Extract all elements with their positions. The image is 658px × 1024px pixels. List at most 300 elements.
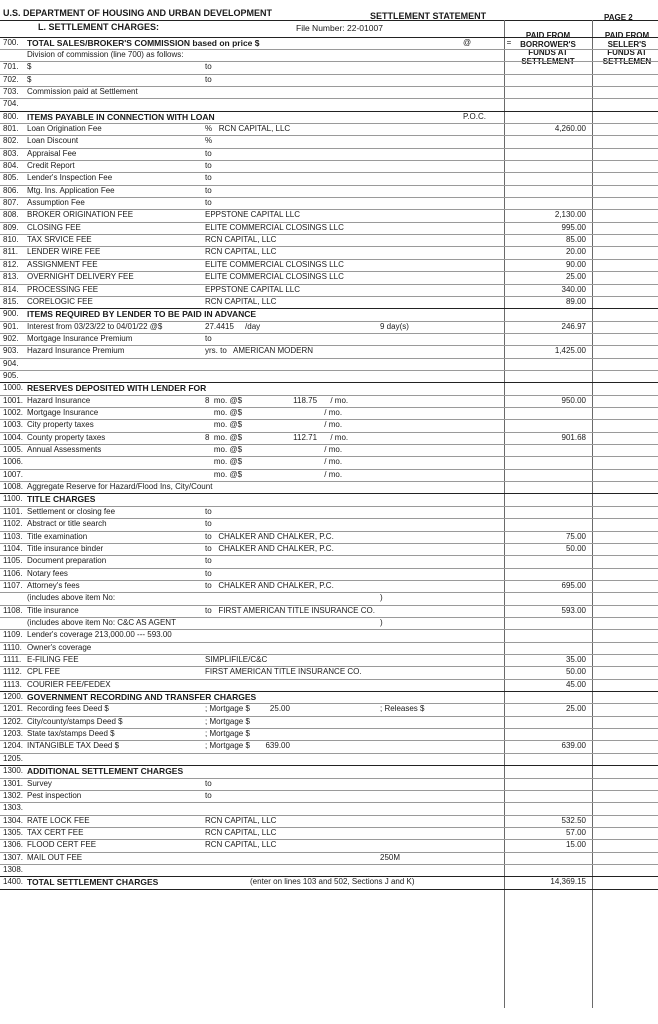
line-label: CORELOGIC FEE: [27, 296, 93, 306]
borrower-amount: 25.00: [565, 704, 586, 714]
table-row: [0, 666, 658, 678]
row-divider: [0, 815, 658, 816]
line-detail: to: [205, 148, 212, 158]
line-detail: RCN CAPITAL, LLC: [205, 815, 277, 825]
line-label: E-FILING FEE: [27, 655, 79, 664]
table-row: [0, 839, 658, 851]
borrower-amount: 90.00: [565, 259, 586, 269]
line-number: 1303.: [3, 803, 24, 813]
line-label: Title insurance binder: [27, 543, 104, 553]
table-row: [0, 172, 658, 184]
line-number: 814.: [3, 284, 19, 294]
line-number: 1300.: [3, 766, 24, 776]
table-row: [0, 469, 658, 481]
table-row: [0, 456, 658, 468]
table-row: [0, 222, 658, 234]
line-detail: to: [205, 62, 212, 72]
line-detail: 27.4415 /day: [205, 321, 261, 331]
line-number: 1001.: [3, 395, 24, 405]
row-divider: [0, 284, 658, 285]
line-detail: mo. @$ / mo.: [205, 408, 343, 417]
line-label: Document preparation: [27, 556, 107, 566]
line-detail: to: [205, 198, 212, 208]
line-detail: RCN CAPITAL, LLC: [205, 247, 277, 257]
borrower-amount: 20.00: [565, 247, 586, 257]
line-detail-right: 250M: [380, 852, 401, 862]
line-number: 1101.: [3, 506, 23, 516]
table-row: [0, 37, 658, 49]
line-number: 1112.: [3, 667, 22, 677]
row-divider: [0, 716, 658, 717]
borrower-amount: 2,130.00: [554, 210, 586, 220]
row-divider: [0, 852, 658, 853]
line-number: 805.: [3, 173, 19, 183]
table-row: [0, 580, 658, 592]
borrower-header-line: PAID FROM: [525, 31, 571, 40]
line-detail: FIRST AMERICAN TITLE INSURANCE CO.: [205, 667, 362, 677]
row-divider: [0, 456, 658, 457]
table-row: [0, 61, 658, 73]
table-row: [0, 753, 658, 765]
table-row: [0, 852, 658, 864]
borrower-amount: 50.00: [565, 543, 586, 553]
borrower-amount: 75.00: [565, 531, 586, 541]
row-divider: [0, 839, 658, 840]
borrower-amount: 57.00: [565, 827, 586, 837]
table-row: [0, 135, 658, 147]
table-row: [0, 49, 658, 61]
line-detail: to: [205, 790, 212, 800]
line-detail: ELITE COMMERCIAL CLOSINGS LLC: [205, 272, 344, 282]
line-number: 1305.: [3, 827, 24, 837]
line-number: 903.: [3, 346, 19, 356]
line-detail: ELITE COMMERCIAL CLOSINGS LLC: [205, 222, 344, 232]
line-label: Notary fees: [27, 568, 68, 578]
row-divider: [0, 654, 658, 655]
seller-header-line: PAID FROM: [604, 31, 650, 40]
table-row: [0, 246, 658, 258]
row-divider: [0, 790, 658, 791]
line-number: 811.: [3, 247, 18, 257]
line-detail: SIMPLIFILE/C&C: [205, 655, 268, 664]
table-row: [0, 284, 658, 296]
line-number: 1201.: [3, 704, 24, 714]
line-number: 1302.: [3, 790, 24, 800]
line-number: 1000.: [3, 383, 24, 393]
row-divider: [0, 827, 658, 828]
line-number: 1100.: [3, 494, 23, 504]
row-divider: [0, 740, 658, 741]
line-number: 1110.: [3, 642, 22, 652]
borrower-amount: 1,425.00: [554, 346, 586, 356]
section-title: L. SETTLEMENT CHARGES:: [38, 22, 159, 32]
line-label: CPL FEE: [27, 667, 61, 677]
table-row: [0, 617, 658, 629]
line-detail: 8 mo. @$ 112.71 / mo.: [205, 432, 349, 442]
line-number: 807.: [3, 198, 19, 208]
borrower-amount: 89.00: [565, 296, 586, 306]
line-detail-right: P.O.C.: [463, 111, 486, 121]
row-divider: [0, 333, 658, 334]
table-row: [0, 358, 658, 370]
row-divider: [0, 135, 658, 136]
row-divider: [0, 148, 658, 149]
line-number: 1103.: [3, 531, 23, 541]
borrower-amount: 901.68: [561, 432, 586, 442]
line-detail-right: 9 day(s): [380, 321, 409, 331]
line-number: 813.: [3, 272, 19, 282]
table-row: [0, 74, 658, 86]
line-detail: to: [205, 333, 212, 343]
table-row: [0, 642, 658, 654]
department-title: U.S. DEPARTMENT OF HOUSING AND URBAN DEVELOPMENT: [3, 8, 273, 18]
line-number: 703.: [3, 86, 19, 96]
line-detail: mo. @$ / mo.: [205, 457, 343, 467]
line-detail: to: [205, 778, 212, 788]
line-number: 1308.: [3, 864, 24, 874]
table-row: [0, 321, 658, 333]
line-detail: EPPSTONE CAPITAL LLC: [205, 210, 300, 220]
line-number: 1005.: [3, 445, 24, 455]
row-divider: [0, 172, 658, 173]
table-row: [0, 123, 658, 135]
borrower-amount: 4,260.00: [554, 123, 586, 133]
line-number: 1400.: [3, 877, 24, 887]
line-label: Hazard Insurance Premium: [27, 346, 125, 356]
borrower-amount: 639.00: [561, 741, 586, 751]
row-divider: [0, 407, 658, 408]
line-number: 810.: [3, 235, 19, 245]
line-number: 1008.: [3, 482, 24, 492]
table-row: [0, 605, 658, 617]
line-detail: to CHALKER AND CHALKER, P.C.: [205, 580, 334, 590]
line-label: Recording fees Deed $: [27, 704, 109, 714]
row-divider: [0, 86, 658, 87]
line-label: Owner's coverage: [27, 642, 92, 652]
table-row: [0, 827, 658, 839]
line-number: 801.: [3, 123, 19, 133]
borrower-amount: 340.00: [561, 284, 586, 294]
row-divider: [0, 271, 658, 272]
table-row: [0, 876, 658, 888]
table-row: [0, 345, 658, 357]
row-divider: [0, 629, 658, 630]
line-detail: to CHALKER AND CHALKER, P.C.: [205, 543, 334, 553]
line-number: 1304.: [3, 815, 24, 825]
line-label: MAIL OUT FEE: [27, 852, 83, 862]
table-row: [0, 679, 658, 691]
row-divider: [0, 49, 658, 50]
line-number: 1002.: [3, 408, 24, 417]
line-number: 905.: [3, 370, 19, 380]
line-label: OVERNIGHT DELIVERY FEE: [27, 272, 134, 282]
line-detail: to: [205, 506, 212, 516]
line-number: 1004.: [3, 432, 24, 442]
table-row: [0, 506, 658, 518]
row-divider: [0, 259, 658, 260]
line-label: Annual Assessments: [27, 445, 102, 455]
line-number: 1003.: [3, 420, 24, 430]
row-divider: [0, 98, 658, 99]
line-number: 1107.: [3, 580, 23, 590]
line-detail: to FIRST AMERICAN TITLE INSURANCE CO.: [205, 605, 375, 615]
line-number: 808.: [3, 210, 19, 220]
line-detail: (enter on lines 103 and 502, Sections J and K): [250, 877, 415, 887]
line-number: 1104.: [3, 543, 23, 553]
borrower-amount: 246.97: [561, 321, 586, 331]
line-number: 1200.: [3, 692, 24, 702]
line-number: 704.: [3, 99, 19, 109]
line-detail: RCN CAPITAL, LLC: [205, 827, 277, 837]
line-number: 1108.: [3, 605, 23, 615]
line-label: PROCESSING FEE: [27, 284, 99, 294]
row-divider: [0, 222, 658, 223]
line-detail: mo. @$ / mo.: [205, 445, 343, 455]
row-divider: [0, 802, 658, 803]
table-row: [0, 531, 658, 543]
borrower-amount: 532.50: [561, 815, 586, 825]
line-number: 809.: [3, 222, 19, 232]
line-label: RESERVES DEPOSITED WITH LENDER FOR: [27, 383, 207, 394]
row-divider: [0, 518, 658, 519]
line-label: TOTAL SALES/BROKER'S COMMISSION based on price $: [27, 37, 260, 48]
table-row: [0, 185, 658, 197]
line-detail-right: @ =: [463, 37, 512, 47]
table-row: [0, 259, 658, 271]
line-number: 802.: [3, 136, 19, 146]
borrower-amount: 25.00: [565, 272, 586, 282]
line-label: Commission paid at Settlement: [27, 86, 138, 96]
line-detail: % RCN CAPITAL, LLC: [205, 123, 291, 133]
line-detail: ; Mortgage $ 639.00: [205, 741, 290, 751]
row-divider: [0, 123, 658, 124]
row-divider: [0, 765, 658, 766]
table-row: [0, 592, 658, 604]
line-label: TAX CERT FEE: [27, 827, 84, 837]
table-row: [0, 815, 658, 827]
borrower-amount: 695.00: [561, 580, 586, 590]
line-number: 800.: [3, 111, 19, 121]
row-divider: [0, 345, 658, 346]
row-divider: [0, 197, 658, 198]
row-divider: [0, 778, 658, 779]
row-divider: [0, 481, 658, 482]
line-detail-right: ; Releases $: [380, 704, 425, 714]
line-number: 803.: [3, 148, 19, 158]
row-divider: [0, 61, 658, 62]
row-divider: [0, 543, 658, 544]
row-divider: [0, 666, 658, 667]
line-number: 1007.: [3, 469, 24, 479]
line-label: GOVERNMENT RECORDING AND TRANSFER CHARGES: [27, 692, 257, 703]
table-row: [0, 308, 658, 320]
table-row: [0, 716, 658, 728]
line-label: LENDER WIRE FEE: [27, 247, 101, 257]
table-row: [0, 703, 658, 715]
line-number: 701.: [3, 62, 19, 72]
header-rule: [0, 20, 658, 21]
row-divider: [0, 679, 658, 680]
line-number: 1306.: [3, 840, 24, 850]
line-label: City property taxes: [27, 420, 94, 430]
borrower-amount: 35.00: [565, 655, 586, 664]
line-label: (includes above item No: C&C AS AGENT: [27, 617, 176, 627]
line-number: 1111.: [3, 655, 22, 664]
row-divider: [0, 876, 658, 877]
row-divider: [0, 160, 658, 161]
line-label: City/county/stamps Deed $: [27, 716, 123, 726]
table-row: [0, 395, 658, 407]
line-detail: ; Mortgage $ 25.00: [205, 704, 290, 714]
line-number: 1113.: [3, 679, 22, 689]
line-detail: 8 mo. @$ 118.75 / mo.: [205, 395, 349, 405]
table-row: [0, 654, 658, 666]
row-divider: [0, 432, 658, 433]
line-number: 702.: [3, 74, 19, 84]
line-label: County property taxes: [27, 432, 106, 442]
line-label: Mortgage Insurance Premium: [27, 333, 133, 343]
line-label: COURIER FEE/FEDEX: [27, 679, 111, 689]
row-divider: [0, 864, 658, 865]
table-row: [0, 629, 658, 641]
line-number: 1109.: [3, 630, 23, 640]
line-detail: RCN CAPITAL, LLC: [205, 840, 277, 850]
line-number: 1106.: [3, 568, 23, 578]
row-divider: [0, 469, 658, 470]
table-row: [0, 160, 658, 172]
row-divider: [0, 506, 658, 507]
line-number: 1307.: [3, 852, 24, 862]
line-number: 812.: [3, 259, 19, 269]
row-divider: [0, 321, 658, 322]
row-divider: [0, 691, 658, 692]
line-label: Attorney's fees: [27, 580, 80, 590]
line-number: 1105.: [3, 556, 23, 566]
table-row: [0, 790, 658, 802]
line-detail: to: [205, 556, 212, 566]
line-number: 1205.: [3, 753, 24, 763]
line-detail: EPPSTONE CAPITAL LLC: [205, 284, 300, 294]
line-number: 904.: [3, 358, 19, 368]
line-detail: to: [205, 74, 212, 84]
line-label: Loan Discount: [27, 136, 79, 146]
table-row: [0, 432, 658, 444]
line-label: $: [27, 74, 32, 84]
line-number: 700.: [3, 37, 19, 47]
line-number: 1006.: [3, 457, 24, 467]
table-row: [0, 691, 658, 703]
table-row: [0, 444, 658, 456]
line-detail: to: [205, 185, 212, 195]
line-detail: ; Mortgage $: [205, 729, 250, 739]
line-label: ADDITIONAL SETTLEMENT CHARGES: [27, 766, 184, 777]
line-detail: mo. @$ / mo.: [205, 420, 343, 430]
line-label: Pest inspection: [27, 790, 82, 800]
line-number: 804.: [3, 161, 19, 170]
line-label: Hazard Insurance: [27, 395, 91, 405]
table-row: [0, 555, 658, 567]
seller-header-line: SETTLEMEN: [602, 56, 652, 66]
row-divider: [0, 617, 658, 618]
line-label: Assumption Fee: [27, 198, 85, 208]
line-label: Interest from 03/23/22 to 04/01/22 @$: [27, 321, 163, 331]
borrower-amount: 45.00: [565, 679, 586, 689]
line-label: Mtg. Ins. Application Fee: [27, 185, 115, 195]
table-row: [0, 271, 658, 283]
line-detail-right: ): [380, 617, 383, 627]
line-label: Title examination: [27, 531, 88, 541]
borrower-header-line: FUNDS AT: [528, 48, 568, 57]
borrower-amount: 593.00: [561, 605, 586, 615]
line-label: Loan Origination Fee: [27, 123, 102, 133]
row-divider: [0, 568, 658, 569]
line-label: TOTAL SETTLEMENT CHARGES: [27, 877, 159, 888]
table-row: [0, 778, 658, 790]
line-number: 902.: [3, 333, 19, 343]
row-divider: [0, 580, 658, 581]
row-divider: [0, 493, 658, 494]
line-detail: ELITE COMMERCIAL CLOSINGS LLC: [205, 259, 344, 269]
table-row: [0, 518, 658, 530]
row-divider: [0, 358, 658, 359]
row-divider: [0, 308, 658, 309]
table-row: [0, 493, 658, 505]
line-number: 1203.: [3, 729, 24, 739]
row-divider: [0, 419, 658, 420]
borrower-header-line: SETTLEMENT: [521, 56, 575, 66]
table-row: [0, 728, 658, 740]
line-label: Aggregate Reserve for Hazard/Flood Ins, City/Count: [27, 482, 213, 492]
table-row: [0, 209, 658, 221]
line-label: (includes above item No:: [27, 593, 116, 603]
line-detail: ; Mortgage $: [205, 716, 250, 726]
borrower-header-line: BORROWER'S: [520, 39, 576, 49]
table-row: [0, 98, 658, 110]
row-divider: [0, 185, 658, 186]
borrower-amount: 14,369.15: [550, 877, 586, 887]
table-row: [0, 740, 658, 752]
table-row: [0, 197, 658, 209]
line-label: CLOSING FEE: [27, 222, 81, 232]
table-bottom-rule: [0, 889, 658, 890]
line-number: 815.: [3, 296, 19, 306]
page-number: PAGE 2: [604, 13, 633, 22]
line-label: Settlement or closing fee: [27, 506, 116, 516]
row-divider: [0, 74, 658, 75]
line-label: Abstract or title search: [27, 519, 107, 529]
line-label: Lender's coverage 213,000.00 --- 593.00: [27, 630, 172, 640]
line-detail: to: [205, 173, 212, 183]
line-detail: mo. @$ / mo.: [205, 469, 343, 479]
line-label: Appraisal Fee: [27, 148, 77, 158]
file-number: File Number: 22-01007: [296, 23, 383, 33]
table-row: [0, 802, 658, 814]
row-divider: [0, 111, 658, 112]
seller-header-line: SELLER'S: [607, 39, 647, 49]
row-divider: [0, 395, 658, 396]
statement-title: SETTLEMENT STATEMENT: [370, 11, 487, 21]
line-detail: to: [205, 568, 212, 578]
row-divider: [0, 753, 658, 754]
table-row: [0, 382, 658, 394]
row-divider: [0, 728, 658, 729]
row-divider: [0, 531, 658, 532]
line-detail: to: [205, 161, 212, 170]
line-label: $: [27, 62, 32, 72]
borrower-amount: 15.00: [565, 840, 586, 850]
line-detail: RCN CAPITAL, LLC: [205, 235, 277, 245]
line-number: 900.: [3, 309, 19, 319]
